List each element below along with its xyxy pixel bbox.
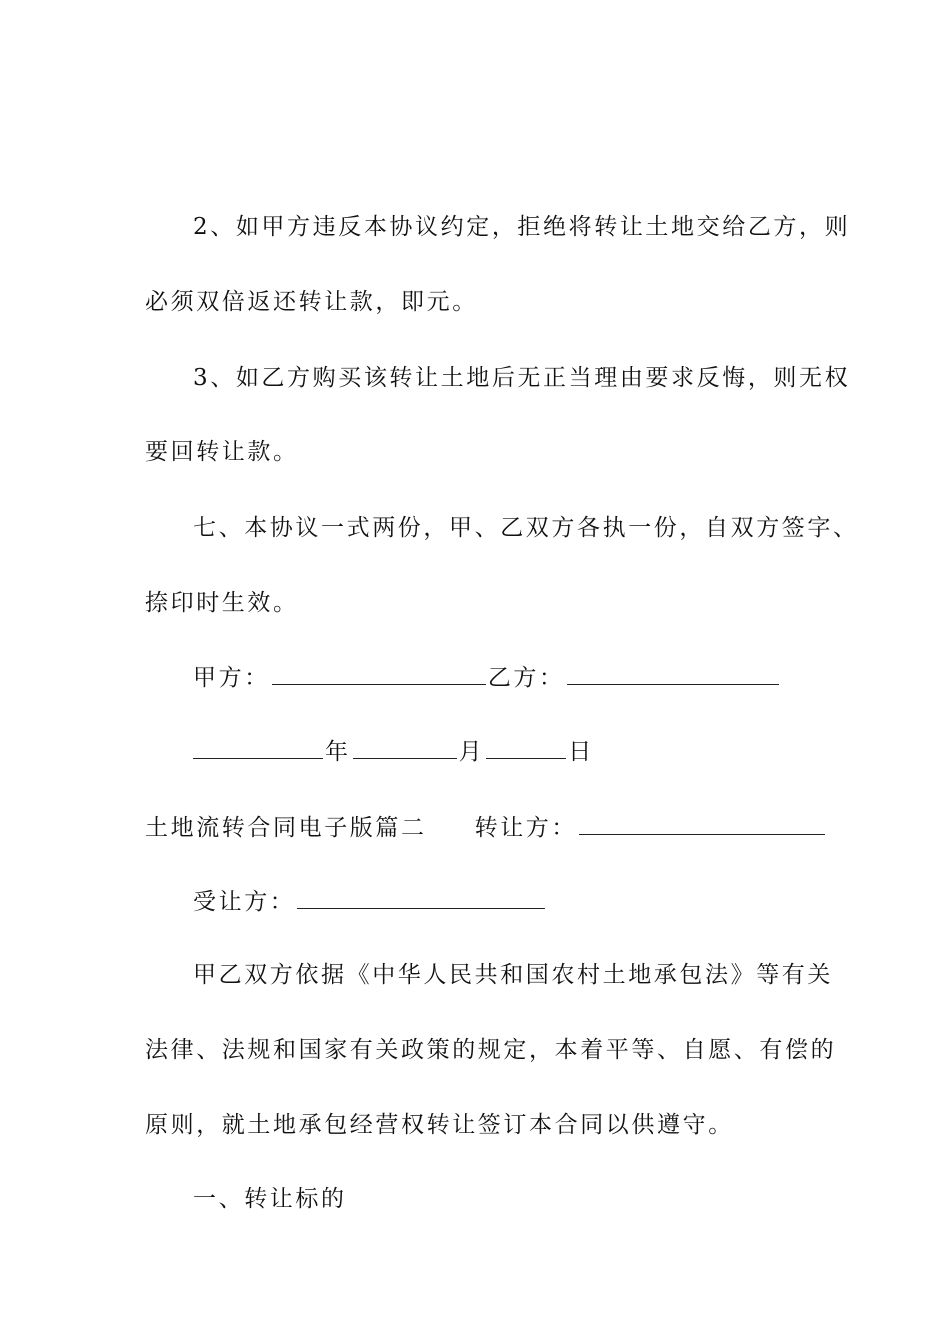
paragraph-2-line1: 2、如甲方违反本协议约定，拒绝将转让土地交给乙方，则: [193, 214, 851, 240]
year-blank: [193, 736, 323, 759]
paragraph-3-line1: 3、如乙方购买该转让土地后无正当理由要求反悔，则无权: [193, 365, 851, 391]
party-b-label: 乙方：: [487, 665, 565, 691]
contract2-title-line: [145, 812, 827, 843]
party-a-label: 甲方：: [193, 665, 270, 691]
transferee-blank: [297, 886, 545, 909]
paragraph-7-line2: 捺印时生效。: [145, 590, 299, 616]
transferee-label: 受让方：: [193, 889, 296, 915]
day-label: 日: [568, 739, 594, 765]
intro-line3: 原则，就土地承包经营权转让签订本合同以供遵守。: [145, 1112, 734, 1138]
transferor-blank: [579, 812, 825, 835]
transferee-line: [193, 886, 547, 917]
intro-line2: 法律、法规和国家有关政策的规定，本着平等、自愿、有偿的: [145, 1037, 837, 1063]
signature-date-line: [193, 736, 594, 767]
intro-line1: 甲乙双方依据《中华人民共和国农村土地承包法》等有关: [193, 962, 833, 988]
party-b-blank: [567, 662, 779, 685]
contract2-title: 土地流转合同电子版篇二: [145, 815, 427, 841]
signature-parties-line: [193, 662, 781, 693]
paragraph-3-line2: 要回转让款。: [145, 439, 299, 465]
paragraph-7-line1: 七、本协议一式两份，甲、乙双方各执一份，自双方签字、: [193, 515, 859, 541]
transferor-label: 转让方：: [474, 815, 578, 841]
section1-heading: 一、转让标的: [193, 1186, 347, 1212]
day-blank: [486, 736, 566, 759]
year-label: 年: [325, 739, 351, 765]
month-label: 月: [458, 739, 485, 765]
party-a-blank: [272, 662, 486, 685]
paragraph-2-line2: 必须双倍返还转让款，即元。: [145, 289, 478, 315]
month-blank: [353, 736, 457, 759]
